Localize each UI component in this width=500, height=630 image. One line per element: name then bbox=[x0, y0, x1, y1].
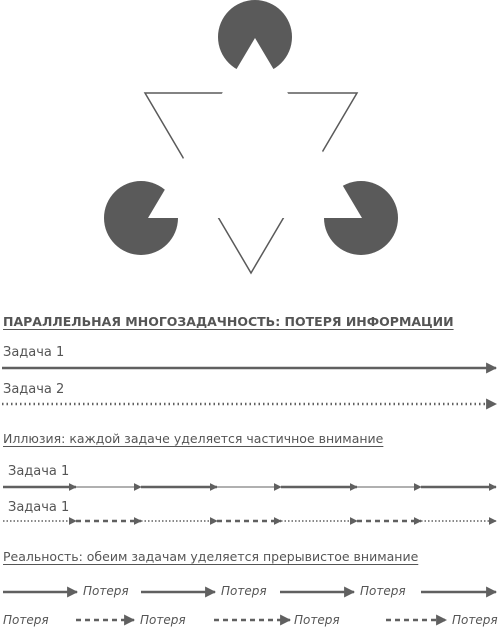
loss-label: Потеря bbox=[294, 613, 340, 627]
loss-label: Потеря bbox=[360, 584, 406, 598]
loss-label: Потеря bbox=[452, 613, 498, 627]
kanizsa-triangle-illusion bbox=[104, 0, 398, 273]
loss-label: Потеря bbox=[3, 613, 49, 627]
task2-label: Задача 2 bbox=[3, 382, 65, 397]
reality-caption: Реальность: обеим задачам уделяется прерывистое внимание bbox=[3, 549, 419, 564]
illusion-task1-label: Задача 1 bbox=[8, 464, 70, 479]
loss-label: Потеря bbox=[221, 584, 267, 598]
task1-label: Задача 1 bbox=[3, 345, 65, 360]
illusion-task1-label-dotted: Задача 1 bbox=[8, 500, 70, 515]
loss-label: Потеря bbox=[140, 613, 186, 627]
section-title: ПАРАЛЛЕЛЬНАЯ МНОГОЗАДАЧНОСТЬ: ПОТЕРЯ ИНФОРМАЦИИ bbox=[3, 314, 454, 329]
loss-label: Потеря bbox=[83, 584, 129, 598]
illusion-caption: Иллюзия: каждой задаче уделяется частичное внимание bbox=[3, 431, 384, 446]
